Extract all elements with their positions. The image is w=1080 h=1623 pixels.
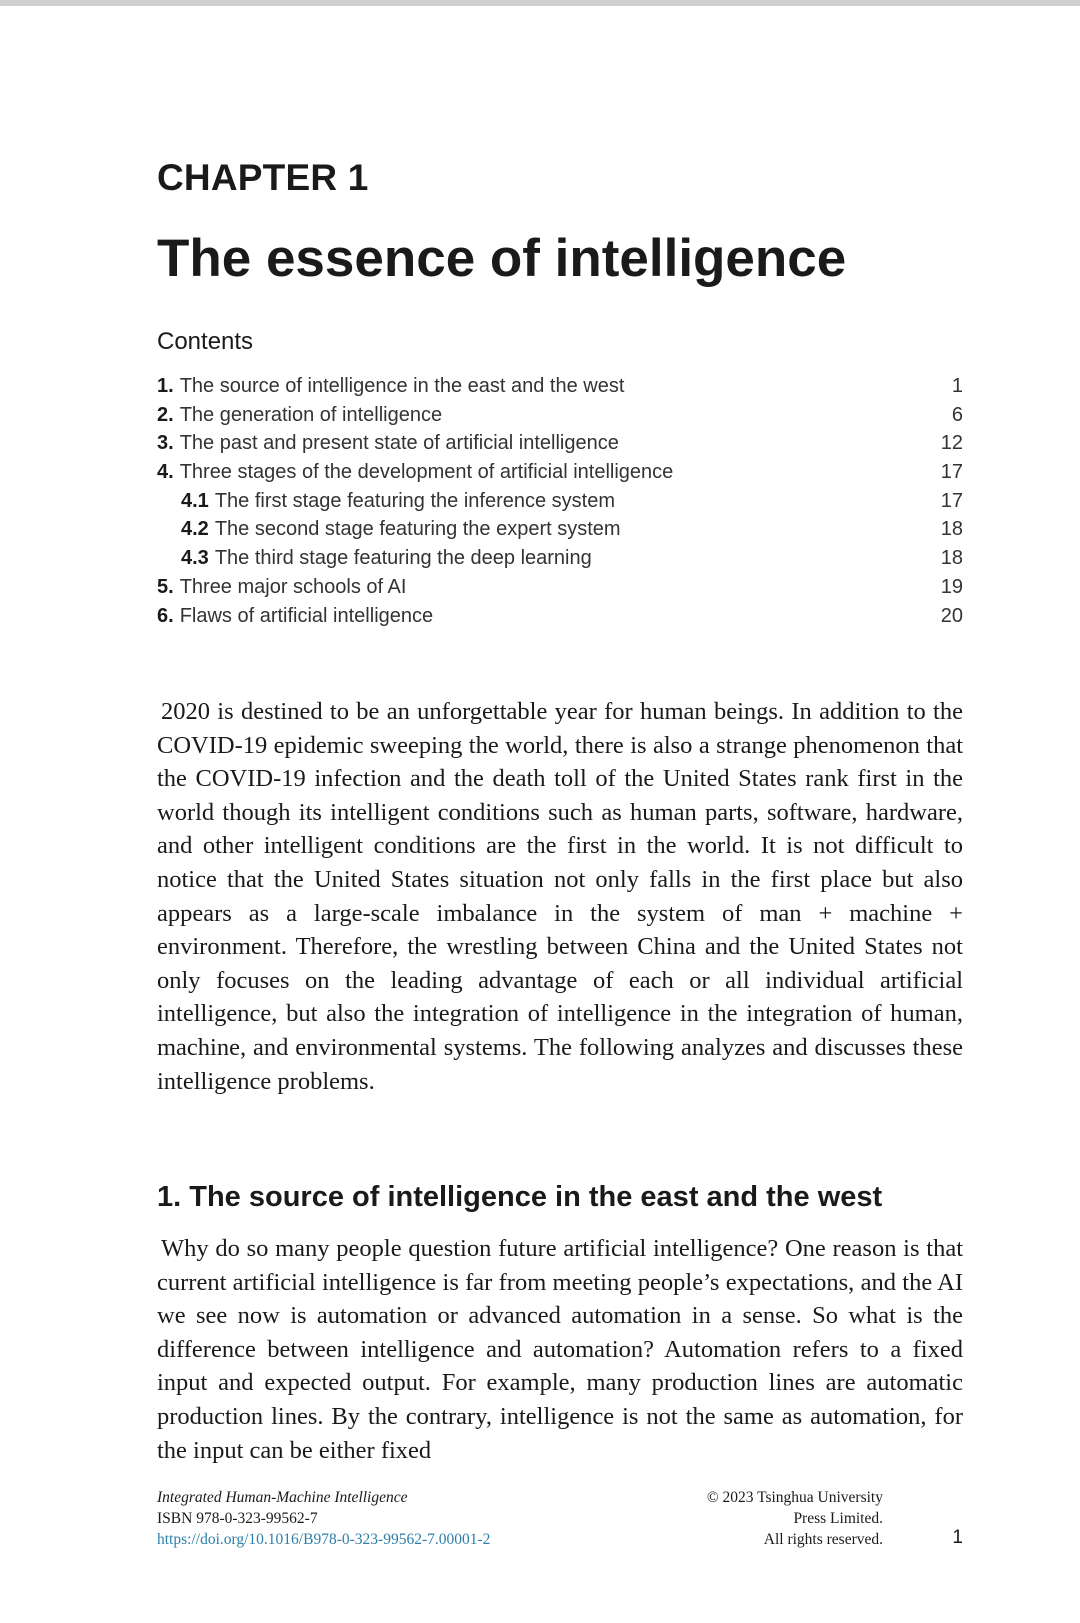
toc-entry-number: 4. xyxy=(157,461,174,484)
toc-entry-page: 18 xyxy=(940,518,963,541)
footer-copyright xyxy=(637,1487,883,1550)
intro-paragraph: 2020 is destined to be an unforgettable year for human beings. In addition to the COVID-19 epidemic sweeping the world, there is also a strange phenomenon that the COVID-19 infection and the death toll of the United States rank first in the world though its intelligent conditions such as human parts, software, hardware, and other intelligent conditions are the first in the world. It is not difficult to notice that the United States situation not only falls in the first place but also appears as a large-scale imbalance in the system of man + machine + environment. Therefore, the wrestling between China and the United States not only focuses on the leading advantage of each or all individual artificial intelligence, but also the integration of intelligence in the integration of human, machine, and environmental systems. The following analyzes and discusses these intelligence problems. xyxy=(157,698,963,1095)
toc-entry[interactable] xyxy=(157,458,963,487)
footer-publication-info xyxy=(157,1487,490,1550)
toc-subentry[interactable] xyxy=(157,487,963,516)
toc-entry[interactable] xyxy=(157,602,963,631)
section-1-paragraph: Why do so many people question future artificial intelligence? One reason is that current artificial intelligence is far from meeting people’s expectations, and the AI we see now is automation or advanced automation in a sense. So what is the difference between intelligence and automation? Automation refers to a fixed input and expected output. For example, many production lines are automatic production lines. By the contrary, intelligence is not the same as automation, for the input can be either fixed xyxy=(157,1235,963,1464)
chapter-title: The essence of intelligence xyxy=(157,229,847,288)
toc-entry-title: The second stage featuring the expert system xyxy=(214,518,621,541)
toc-entry-page: 6 xyxy=(951,403,963,426)
toc-entry-number: 4.1 xyxy=(181,489,209,512)
toc-entry-title: The past and present state of artificial intelligence xyxy=(179,432,619,455)
toc-subentry[interactable] xyxy=(157,515,963,544)
copyright-line: Press Limited. xyxy=(793,1510,883,1527)
toc-entry-page: 19 xyxy=(940,575,963,598)
toc-subentry[interactable] xyxy=(157,544,963,573)
toc-entry-title: Three stages of the development of artificial intelligence xyxy=(179,461,674,484)
footer-book-title: Integrated Human-Machine Intelligence xyxy=(157,1489,408,1506)
toc-entry-title: Flaws of artificial intelligence xyxy=(179,604,434,627)
toc-entry-number: 4.2 xyxy=(181,518,209,541)
toc-entry-page: 20 xyxy=(940,604,963,627)
toc-entry-page: 1 xyxy=(951,375,963,397)
toc-entry[interactable] xyxy=(157,372,963,401)
top-border xyxy=(0,0,1080,6)
toc-entry-title: The third stage featuring the deep learning xyxy=(214,547,592,570)
footer-doi-link[interactable]: https://doi.org/10.1016/B978-0-323-99562-7.00001-2 xyxy=(157,1531,491,1548)
toc-entry-title: The first stage featuring the inference system xyxy=(214,489,616,512)
toc-entry-number: 1. xyxy=(157,375,174,397)
toc-entry-number: 4.3 xyxy=(181,547,209,570)
table-of-contents xyxy=(157,372,963,630)
toc-entry[interactable] xyxy=(157,429,963,458)
toc-entry-title: Three major schools of AI xyxy=(179,575,407,598)
toc-entry-number: 6. xyxy=(157,604,174,627)
toc-entry[interactable] xyxy=(157,573,963,602)
toc-entry-number: 3. xyxy=(157,432,174,455)
copyright-line: © 2023 Tsinghua University xyxy=(706,1489,883,1506)
section-1-heading: 1. The source of intelligence in the east and the west xyxy=(157,1181,883,1213)
toc-entry-number: 2. xyxy=(157,403,174,426)
page-number: 1 xyxy=(952,1527,963,1548)
chapter-label: CHAPTER 1 xyxy=(157,157,369,198)
contents-heading: Contents xyxy=(157,328,254,355)
toc-entry-title: The source of intelligence in the east and the west xyxy=(179,375,625,397)
copyright-line: All rights reserved. xyxy=(763,1531,883,1548)
toc-entry-page: 17 xyxy=(940,461,963,484)
toc-entry[interactable] xyxy=(157,401,963,430)
toc-entry-page: 18 xyxy=(940,547,963,570)
toc-entry-page: 12 xyxy=(940,432,963,455)
toc-entry-title: The generation of intelligence xyxy=(179,403,443,426)
footer-isbn: ISBN 978-0-323-99562-7 xyxy=(157,1510,318,1527)
toc-entry-page: 17 xyxy=(940,489,963,512)
toc-entry-number: 5. xyxy=(157,575,174,598)
